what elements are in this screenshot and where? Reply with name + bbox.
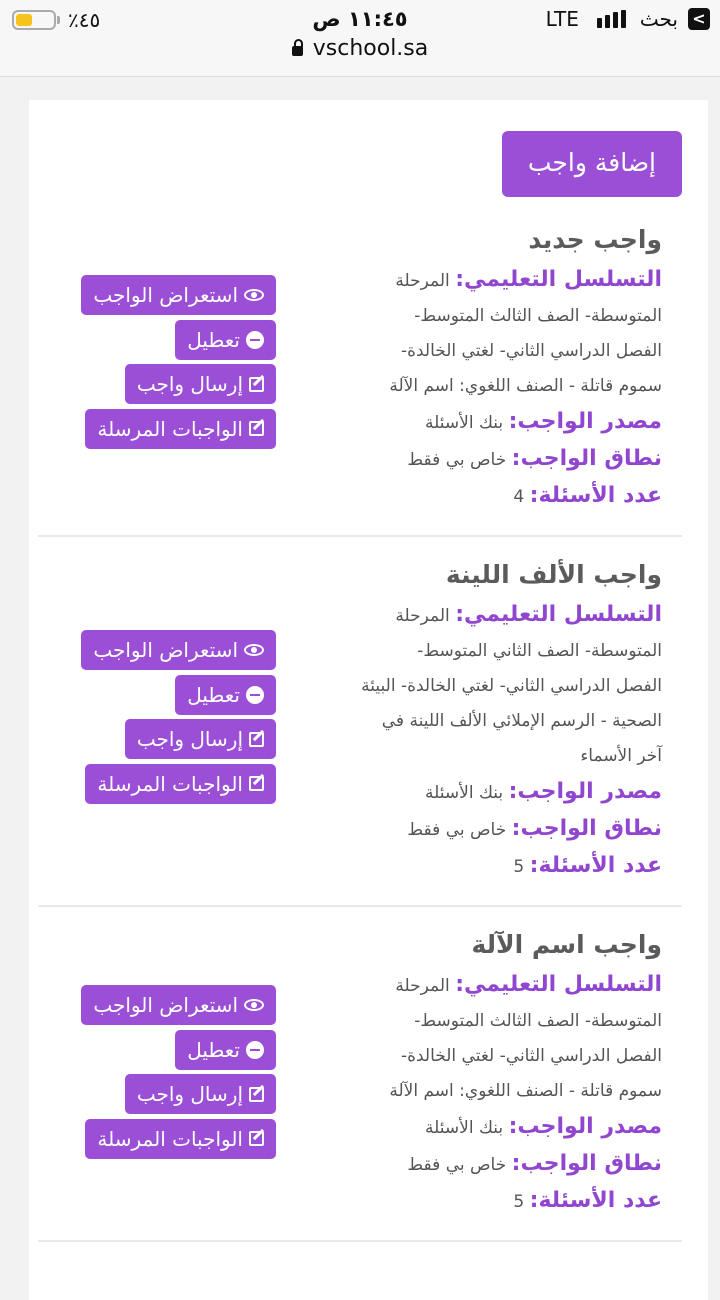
- sent-homeworks-button[interactable]: الواجبات المرسلة: [85, 409, 276, 449]
- hierarchy-line: المتوسطة- الصف الثالث المتوسط-: [414, 306, 662, 326]
- hierarchy-line: آخر الأسماء: [580, 746, 662, 766]
- edit-icon: [249, 1131, 264, 1146]
- disable-homework-button[interactable]: تعطيل: [175, 1030, 276, 1070]
- send-homework-button[interactable]: إرسال واجب: [125, 1074, 276, 1114]
- homework-item: [38, 225, 682, 537]
- scope-label: نطاق الواجب:: [511, 816, 662, 841]
- carrier-label: LTE: [545, 7, 579, 31]
- eye-icon: [244, 999, 264, 1011]
- hierarchy-line: التسلسل التعليمي: المرحلة: [395, 972, 662, 997]
- hierarchy-line: التسلسل التعليمي: المرحلة: [395, 602, 662, 627]
- source-label: مصدر الواجب:: [508, 779, 662, 804]
- hierarchy-line: التسلسل التعليمي: المرحلة: [395, 267, 662, 292]
- eye-icon: [244, 644, 264, 656]
- edit-icon: [249, 1087, 264, 1102]
- homework-scope: [317, 811, 662, 848]
- hierarchy-line: الفصل الدراسي الثاني- لغتي الخالدة- البيئة: [361, 676, 662, 696]
- hierarchy-label: التسلسل التعليمي:: [455, 267, 662, 292]
- edit-icon: [249, 776, 264, 791]
- homework-actions: [68, 275, 276, 453]
- back-arrow-icon[interactable]: <: [688, 8, 710, 30]
- edit-icon: [249, 421, 264, 436]
- eye-icon: [244, 289, 264, 301]
- count-label: عدد الأسئلة:: [529, 853, 662, 878]
- homework-details: [317, 560, 662, 885]
- education-hierarchy: [317, 597, 662, 774]
- send-homework-button[interactable]: إرسال واجب: [125, 364, 276, 404]
- signal-icon: [597, 10, 626, 28]
- count-value: 5: [513, 857, 525, 877]
- status-bar: [0, 0, 720, 40]
- homework-scope: [317, 1146, 662, 1183]
- source-value: بنك الأسئلة: [425, 1118, 504, 1138]
- source-label: مصدر الواجب:: [508, 1114, 662, 1139]
- homework-actions: [68, 985, 276, 1163]
- education-hierarchy: [317, 262, 662, 404]
- url-text: vschool.sa: [312, 36, 429, 61]
- question-count: [317, 478, 662, 515]
- scope-label: نطاق الواجب:: [511, 446, 662, 471]
- battery-percent: ٪٤٥: [68, 8, 101, 32]
- homework-source: [317, 774, 662, 811]
- clock: ١١:٤٥ ص: [312, 7, 408, 31]
- education-hierarchy: [317, 967, 662, 1109]
- count-value: 4: [513, 487, 525, 507]
- scope-value: خاص بي فقط: [407, 450, 507, 470]
- hierarchy-line: المتوسطة- الصف الثالث المتوسط-: [414, 1011, 662, 1031]
- hierarchy-line: الصحية - الرسم الإملائي الألف اللينة في: [381, 711, 662, 731]
- homework-title: واجب جديد: [528, 225, 662, 254]
- sent-homeworks-button[interactable]: الواجبات المرسلة: [85, 764, 276, 804]
- scope-value: خاص بي فقط: [407, 820, 507, 840]
- question-count: [317, 1183, 662, 1220]
- count-label: عدد الأسئلة:: [529, 483, 662, 508]
- hierarchy-label: التسلسل التعليمي:: [455, 602, 662, 627]
- homework-item: [38, 560, 682, 907]
- hierarchy-line: سموم قاتلة - الصنف اللغوي: اسم الآلة: [389, 1081, 662, 1101]
- sent-homeworks-button[interactable]: الواجبات المرسلة: [85, 1119, 276, 1159]
- hierarchy-line: الفصل الدراسي الثاني- لغتي الخالدة-: [400, 341, 662, 361]
- homework-source: [317, 1109, 662, 1146]
- source-value: بنك الأسئلة: [425, 783, 504, 803]
- question-count: [317, 848, 662, 885]
- hierarchy-line: سموم قاتلة - الصنف اللغوي: اسم الآلة: [389, 376, 662, 396]
- hierarchy-line: المتوسطة- الصف الثاني المتوسط-: [417, 641, 662, 661]
- view-homework-button[interactable]: استعراض الواجب: [81, 985, 276, 1025]
- minus-circle-icon: [246, 331, 264, 349]
- lock-icon: [292, 46, 303, 56]
- minus-circle-icon: [246, 1041, 264, 1059]
- homework-title: واجب الألف اللينة: [445, 560, 662, 589]
- view-homework-button[interactable]: استعراض الواجب: [81, 630, 276, 670]
- count-value: 5: [513, 1192, 525, 1212]
- homework-scope: [317, 441, 662, 478]
- back-to-search-label[interactable]: بحث: [639, 7, 678, 31]
- minus-circle-icon: [246, 686, 264, 704]
- homework-item: [38, 930, 682, 1242]
- homework-details: [317, 930, 662, 1220]
- scope-value: خاص بي فقط: [407, 1155, 507, 1175]
- source-label: مصدر الواجب:: [508, 409, 662, 434]
- hierarchy-label: التسلسل التعليمي:: [455, 972, 662, 997]
- add-homework-button[interactable]: إضافة واجب: [502, 131, 682, 197]
- send-homework-button[interactable]: إرسال واجب: [125, 719, 276, 759]
- edit-icon: [249, 732, 264, 747]
- homework-actions: [68, 630, 276, 808]
- scope-label: نطاق الواجب:: [511, 1151, 662, 1176]
- homework-list-card: [29, 100, 708, 1300]
- homework-title: واجب اسم الآلة: [471, 930, 662, 959]
- address-bar[interactable]: [0, 36, 720, 77]
- source-value: بنك الأسئلة: [425, 413, 504, 433]
- count-label: عدد الأسئلة:: [529, 1188, 662, 1213]
- homework-details: [317, 225, 662, 515]
- edit-icon: [249, 377, 264, 392]
- disable-homework-button[interactable]: تعطيل: [175, 675, 276, 715]
- view-homework-button[interactable]: استعراض الواجب: [81, 275, 276, 315]
- disable-homework-button[interactable]: تعطيل: [175, 320, 276, 360]
- homework-source: [317, 404, 662, 441]
- hierarchy-line: الفصل الدراسي الثاني- لغتي الخالدة-: [400, 1046, 662, 1066]
